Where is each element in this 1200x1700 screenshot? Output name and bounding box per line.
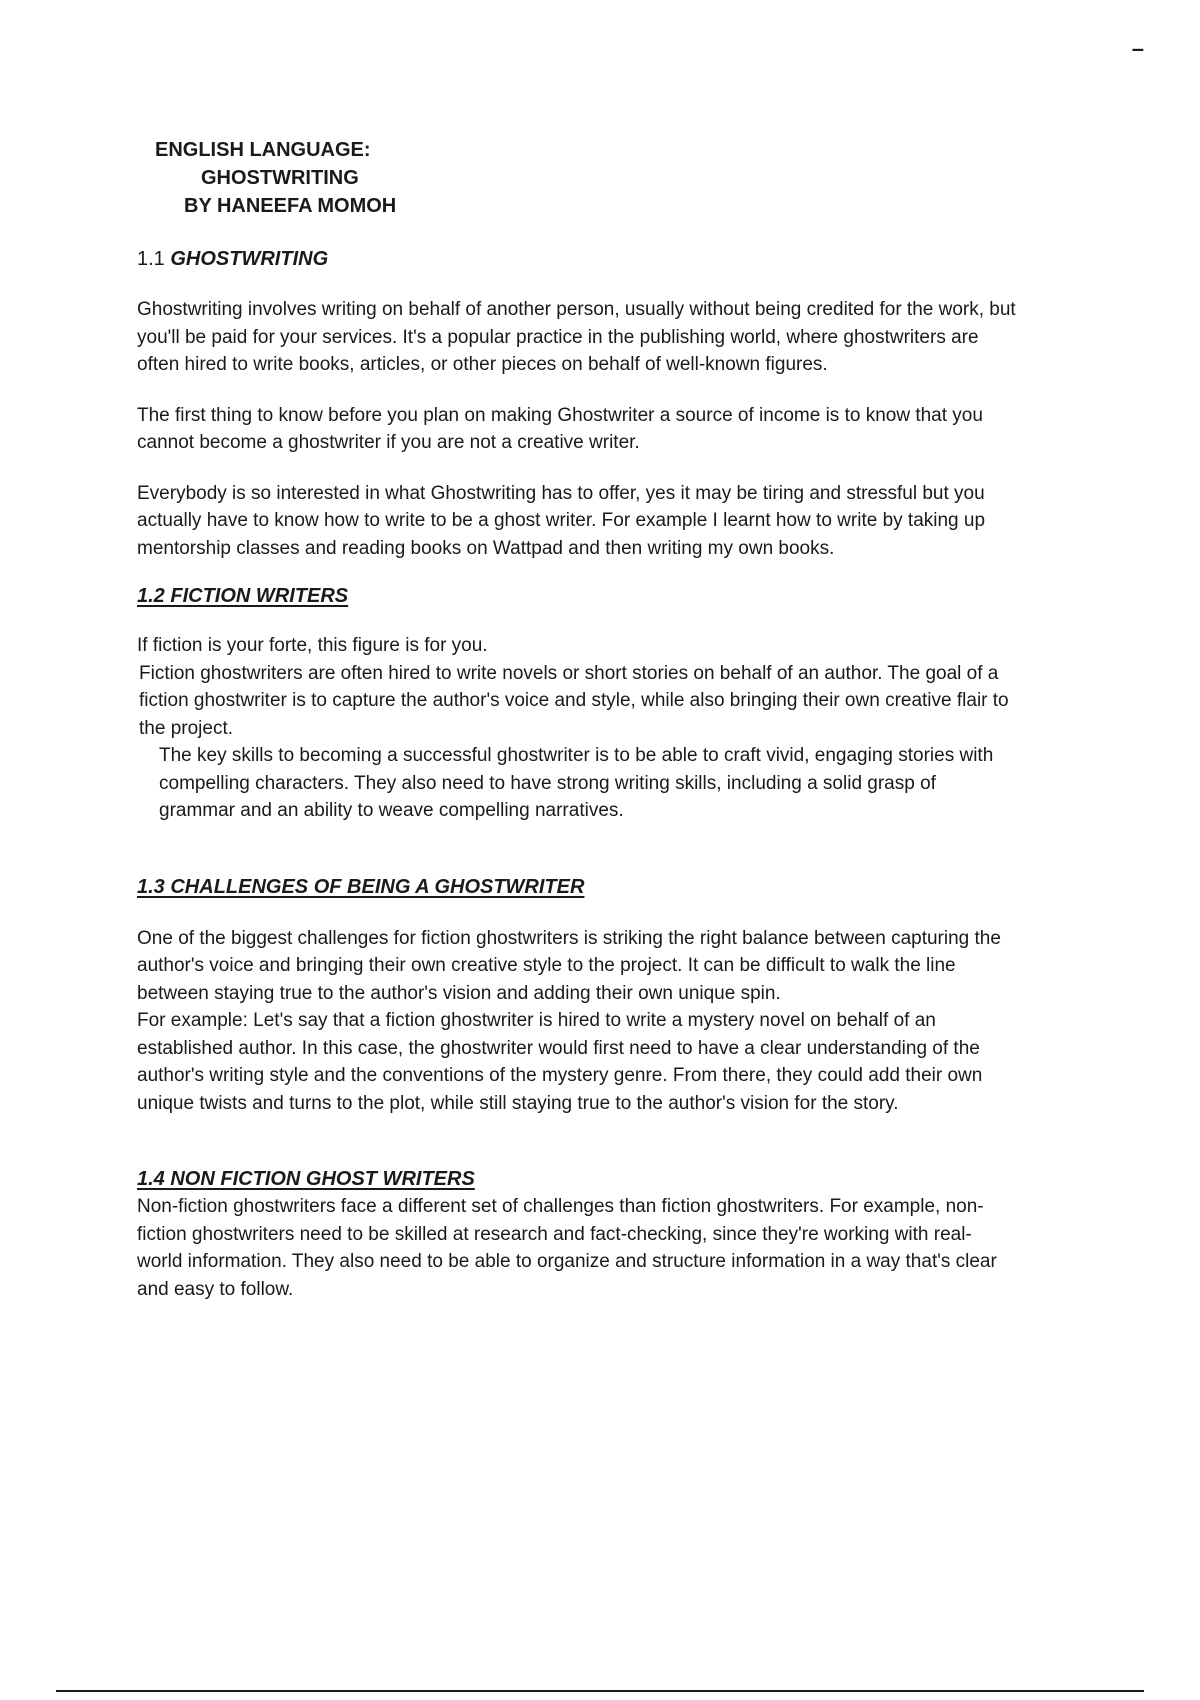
paragraph: Ghostwriting involves writing on behalf of another person, usually without being credited for the work, but you'll be paid for your services. It's a popular practice in the publishing world, where ghostwriters are often hired to write books, articles, or other pieces on behalf of well-known figures.: [137, 299, 1016, 375]
title-author: BY HANEEFA MOMOH: [184, 195, 397, 217]
section-heading-1-2: 1.2 FICTION WRITERS: [137, 585, 349, 607]
paragraph: Non-fiction ghostwriters face a different set of challenges than fiction ghostwriters. For example, non-fiction ghostwriters need to be skilled at research and fact-checking, since they're working with real-world information. They also need to be able to organize and structure information in a way that's clear and easy to follow.: [137, 1196, 997, 1300]
title-topic: GHOSTWRITING: [201, 167, 359, 189]
title-subject: ENGLISH LANGUAGE:: [155, 139, 371, 161]
section-number: 1.1: [137, 248, 165, 270]
section-heading-1-4: 1.4 NON FICTION GHOST WRITERS: [137, 1168, 475, 1190]
paragraph: If fiction is your forte, this figure is for you.: [137, 635, 488, 656]
paragraph: The key skills to becoming a successful ghostwriter is to be able to craft vivid, engaging stories with compelling characters. They also need to have strong writing skills, including a solid grasp of grammar and an ability to weave compelling narratives.: [159, 745, 994, 821]
section-heading-1-1: [137, 245, 1017, 273]
document-title: [137, 136, 1017, 220]
section-heading-1-3: 1.3 CHALLENGES OF BEING A GHOSTWRITER: [137, 875, 585, 898]
paragraph: The first thing to know before you plan on making Ghostwriter a source of income is to know that you cannot become a ghostwriter if you are not a creative writer.: [137, 404, 983, 453]
section-title: GHOSTWRITING: [170, 248, 329, 270]
paragraph: For example: Let's say that a fiction ghostwriter is hired to write a mystery novel on behalf of an established author. In this case, the ghostwriter would first need to have a clear understanding of the author's writing style and the conventions of the mystery genre. From there, they could add their own unique twists and turns to the plot, while still staying true to the author's vision for the story.: [137, 1010, 983, 1114]
document-body: [137, 136, 1017, 1303]
paragraph: Fiction ghostwriters are often hired to write novels or short stories on behalf of an author. The goal of a fiction ghostwriter is to capture the author's voice and style, while also bringing their own creative flair to the project.: [139, 662, 1009, 739]
page-bottom-rule: [56, 1690, 1144, 1692]
paragraph: One of the biggest challenges for fiction ghostwriters is striking the right balance between capturing the author's voice and bringing their own creative style to the project. It can be difficult to walk the line between staying true to the author's vision and adding their own unique spin.: [137, 927, 1001, 1004]
page-corner-mark: –: [1131, 36, 1144, 61]
paragraph: Everybody is so interested in what Ghostwriting has to offer, yes it may be tiring and stressful but you actually have to know how to write to be a ghost writer. For example I learnt how to write by taking up mentorship classes and reading books on Wattpad and then writing my own books.: [137, 482, 986, 559]
